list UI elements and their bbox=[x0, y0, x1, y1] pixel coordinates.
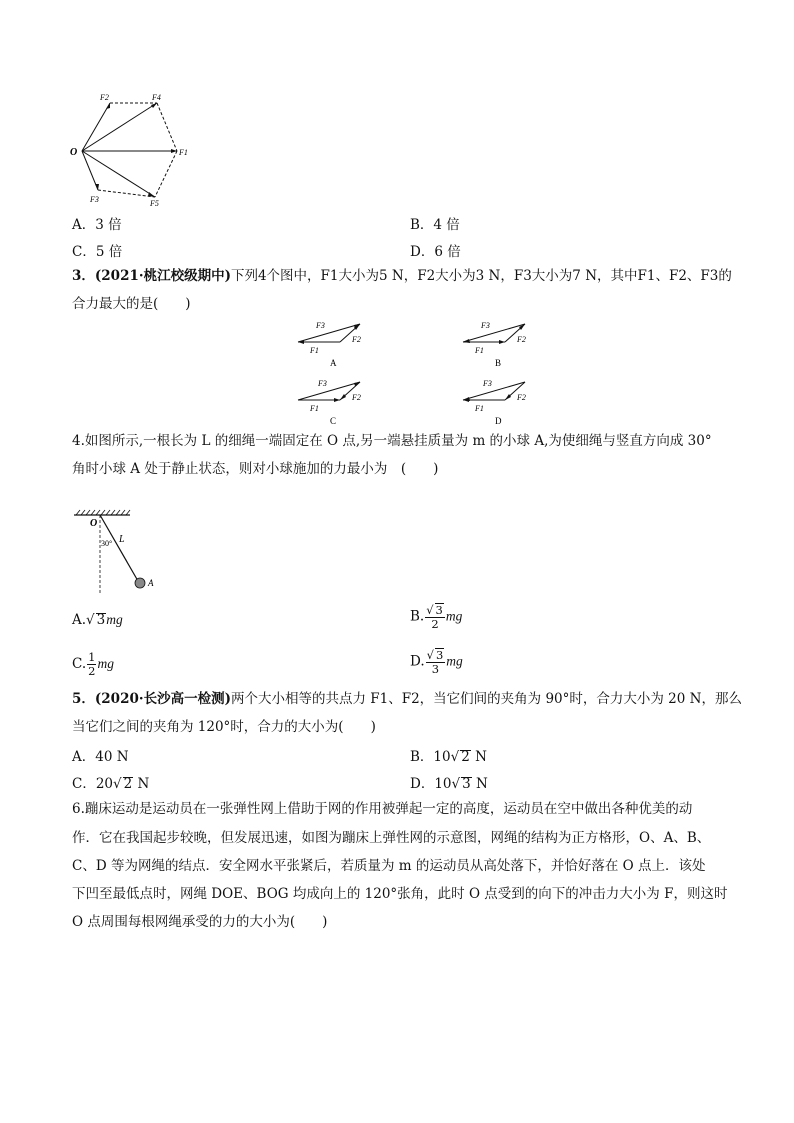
hex-label-f3: F3 bbox=[90, 195, 99, 204]
q6-line2: 作．它在我国起步较晚，但发展迅速，如图为蹦床上弹性网的示意图，网绳的结构为正方格形，O、A、B、 bbox=[72, 830, 711, 846]
q4-label-l: L bbox=[119, 534, 125, 545]
q6-line4: 下凹至最低点时，网绳 DOE、BOG 均成向上的 120°张角，此时 O 点受到的向下的冲击力大小为 F，则这时 bbox=[72, 886, 728, 902]
q4-option-a[interactable]: A.√ 3mg bbox=[72, 612, 123, 628]
q3c-label: C bbox=[330, 416, 337, 426]
q5-option-a[interactable]: A．40 N bbox=[72, 749, 129, 765]
q5-option-d[interactable]: D．10√ 3 N bbox=[410, 776, 488, 792]
q3a-f2: F2 bbox=[352, 335, 361, 344]
q4-option-c[interactable]: C. $\frac{1}{2}$ mg bbox=[72, 650, 114, 678]
q4-label-angle: 30° bbox=[101, 539, 113, 548]
q2-option-b[interactable]: B．4 倍 bbox=[410, 217, 460, 233]
q6-line1: 6.蹦床运动是运动员在一张弹性网上借助于网的作用被弹起一定的高度，运动员在空中做出各种优美的动 bbox=[72, 801, 693, 817]
q5-line2: 当它们之间的夹角为 120°时，合力的大小为( ) bbox=[72, 719, 376, 735]
hex-label-f5: F5 bbox=[150, 199, 159, 208]
q4-line2: 角时小球 A 处于静止状态，则对小球施加的力最小为 ( ) bbox=[72, 461, 439, 477]
q4-line1: 4.如图所示,一根长为 L 的细绳一端固定在 O 点,另一端悬挂质量为 m 的小球 A,为使细绳与竖直方向成 30° bbox=[72, 433, 712, 449]
q3d-f3: F3 bbox=[483, 379, 492, 388]
q5-option-b[interactable]: B．10√ 2 N bbox=[410, 749, 487, 765]
q3a-f3: F3 bbox=[316, 321, 325, 330]
q3b-f2: F2 bbox=[517, 335, 526, 344]
q3b-f3: F3 bbox=[481, 321, 490, 330]
q5-line1: 两个大小相等的共点力 F1、F2，当它们间的夹角为 90°时，合力大小为 20 N，那么 bbox=[230, 691, 742, 707]
q3-diagram-b[interactable] bbox=[455, 318, 535, 370]
hex-label-f2: F2 bbox=[100, 93, 109, 102]
q2-option-a[interactable]: A．3 倍 bbox=[72, 217, 122, 233]
q5-option-c[interactable]: C．20√ 2 N bbox=[72, 776, 150, 792]
q4-pendulum-figure bbox=[68, 505, 168, 597]
q3a-f1: F1 bbox=[310, 346, 319, 355]
q5-number: 5． bbox=[72, 691, 95, 707]
q3-line2: 合力最大的是( ) bbox=[72, 296, 191, 312]
q3a-label: A bbox=[330, 358, 337, 368]
hex-label-f1: F1 bbox=[179, 148, 188, 157]
q2-option-d[interactable]: D．6 倍 bbox=[410, 244, 461, 260]
q3c-f3: F3 bbox=[318, 379, 327, 388]
q5-question bbox=[72, 690, 742, 708]
q4-label-a: A bbox=[148, 578, 154, 588]
q4-option-d[interactable]: D. $\frac{√ 3}{3}$ mg bbox=[410, 648, 463, 676]
q3c-f1: F1 bbox=[310, 404, 319, 413]
q3b-f1: F1 bbox=[475, 346, 484, 355]
q3d-label: D bbox=[495, 416, 502, 426]
q3-question bbox=[72, 267, 732, 285]
q3d-f1: F1 bbox=[475, 404, 484, 413]
q3-diagram-a[interactable] bbox=[290, 318, 370, 370]
hex-label-o: O bbox=[70, 147, 78, 158]
q2-option-c[interactable]: C．5 倍 bbox=[72, 244, 123, 260]
q3-number: 3． bbox=[72, 268, 95, 284]
q3c-f2: F2 bbox=[352, 393, 361, 402]
hexagon-force-figure bbox=[62, 88, 202, 208]
q6-line5: O 点周围每根网绳承受的力的大小为( ) bbox=[72, 914, 328, 930]
q3-diagram-d[interactable] bbox=[455, 376, 535, 428]
hex-label-f4: F4 bbox=[152, 93, 161, 102]
q4-label-o: O bbox=[90, 518, 98, 529]
q4-option-b[interactable]: B. $\frac{√ 3}{2}$ mg bbox=[410, 603, 463, 631]
q3-line1: 下列4个图中，F1大小为5 N，F2大小为3 N，F3大小为7 N，其中F1、F2、F3的 bbox=[230, 268, 732, 284]
q3d-f2: F2 bbox=[517, 393, 526, 402]
q3b-label: B bbox=[495, 358, 502, 368]
q5-source: (2020·长沙高一检测) bbox=[94, 691, 231, 707]
q3-source: (2021·桃江校级期中) bbox=[94, 268, 231, 284]
q6-line3: C、D 等为网绳的结点．安全网水平张紧后，若质量为 m 的运动员从高处落下，并恰好落在 O 点上．该处 bbox=[72, 858, 706, 874]
q3-diagram-c[interactable] bbox=[290, 376, 370, 428]
